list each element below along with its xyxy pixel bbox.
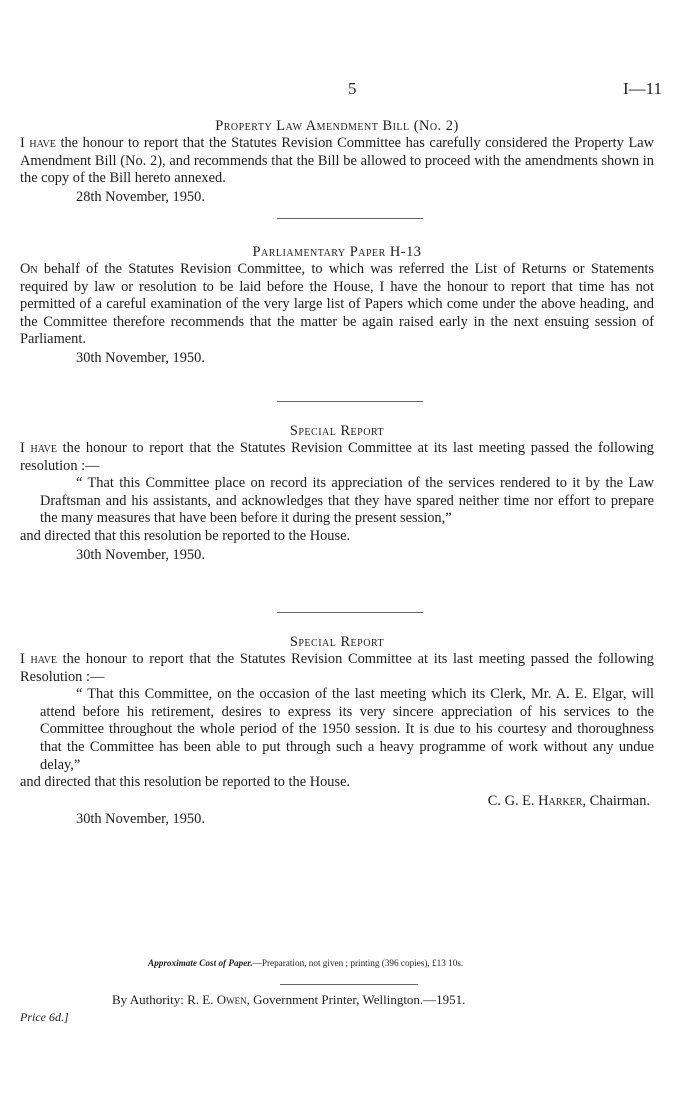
lead-word: I have [20,440,57,456]
lead-word: I have [20,651,57,667]
lead-word: On [20,261,38,277]
section-date: 30th November, 1950. [76,810,205,827]
printer-authority [112,992,465,1008]
quote-text: “ That this Committee, on the occasion of the last meeting which its Clerk, Mr. A. E. Elgar, will attend before his retirement, desires to express its very sincere appreciation of his services to the Committee throughout the whole period of the 1950 session. It is due to his courtesy and thoroughness that the Committee has been able to put through such a heavy programme of work without any undue delay,” [40,686,654,773]
lead-word: I have [20,135,56,151]
section-paragraph [20,135,654,188]
page-number: 5 [348,79,357,98]
section-heading: Property Law Amendment Bill (No. 2) [215,118,459,134]
section-divider [277,612,423,613]
section-special-report-2 [20,633,654,828]
cost-text: —Preparation, not given ; printing (396 copies), £13 10s. [252,958,464,968]
section-heading: Parliamentary Paper H-13 [252,244,422,260]
section-date: 30th November, 1950. [76,546,205,563]
resolution-quote [20,475,654,528]
chairman-signature [20,792,654,810]
paragraph-text: the honour to report that the Statutes Revision Committee at its last meeting passed the following resolution :— [20,440,654,474]
authority-suffix: , Government Printer, Wellington.—1951. [246,992,466,1007]
cost-of-paper-note [148,958,463,968]
price-note: Price 6d.] [20,1010,69,1024]
paragraph-text: behalf of the Statutes Revision Committee, to which was referred the List of Returns or Statements required by law or resolution to be laid before the House, I have the honour to report that time has not permitted of a careful examination of the very large list of Papers which come under the above heading, and the Committee therefore recommends that the matter be again raised early in the next ensuing session of Parliament. [20,261,654,348]
section-heading: Special Report [289,423,385,439]
section-paragraph [20,651,654,686]
authority-prefix: By Authority: R. E. [112,992,217,1007]
section-date: 30th November, 1950. [76,349,205,366]
printer-name: Owen [216,992,247,1007]
signature-name: C. G. E. Harker, [487,792,587,809]
section-paragraph [20,440,654,475]
paragraph-text: the honour to report that the Statutes Revision Committee at its last meeting passed the following Resolution :— [20,651,654,685]
section-parliamentary-paper [20,243,654,367]
section-divider [277,401,423,402]
section-property-law-bill [20,117,654,206]
closing-text: and directed that this resolution be reported to the House. [20,774,351,791]
section-date: 28th November, 1950. [76,188,205,205]
section-paragraph [20,261,654,349]
section-heading: Special Report [289,634,385,650]
section-divider [277,218,423,219]
document-code: I—11 [622,79,662,98]
quote-text: “ That this Committee place on record its appreciation of the services rendered to it by the Law Draftsman and his assistants, and acknowledges that they have spared neither time nor effort to prepare the many measures that have been before it during the present session,” [40,475,654,527]
paragraph-text: the honour to report that the Statutes Revision Committee has carefully considered the Property Law Amendment Bill (No. 2), and recommends that the Bill be allowed to proceed with the amendments shown in the copy of the Bill hereto annexed. [20,135,655,187]
signature-title: Chairman. [586,792,650,809]
closing-text: and directed that this resolution be reported to the House. [20,527,351,544]
cost-label: Approximate Cost of Paper. [148,958,253,968]
resolution-quote [20,686,654,774]
section-special-report-1 [20,422,654,564]
footer-divider [280,984,418,985]
